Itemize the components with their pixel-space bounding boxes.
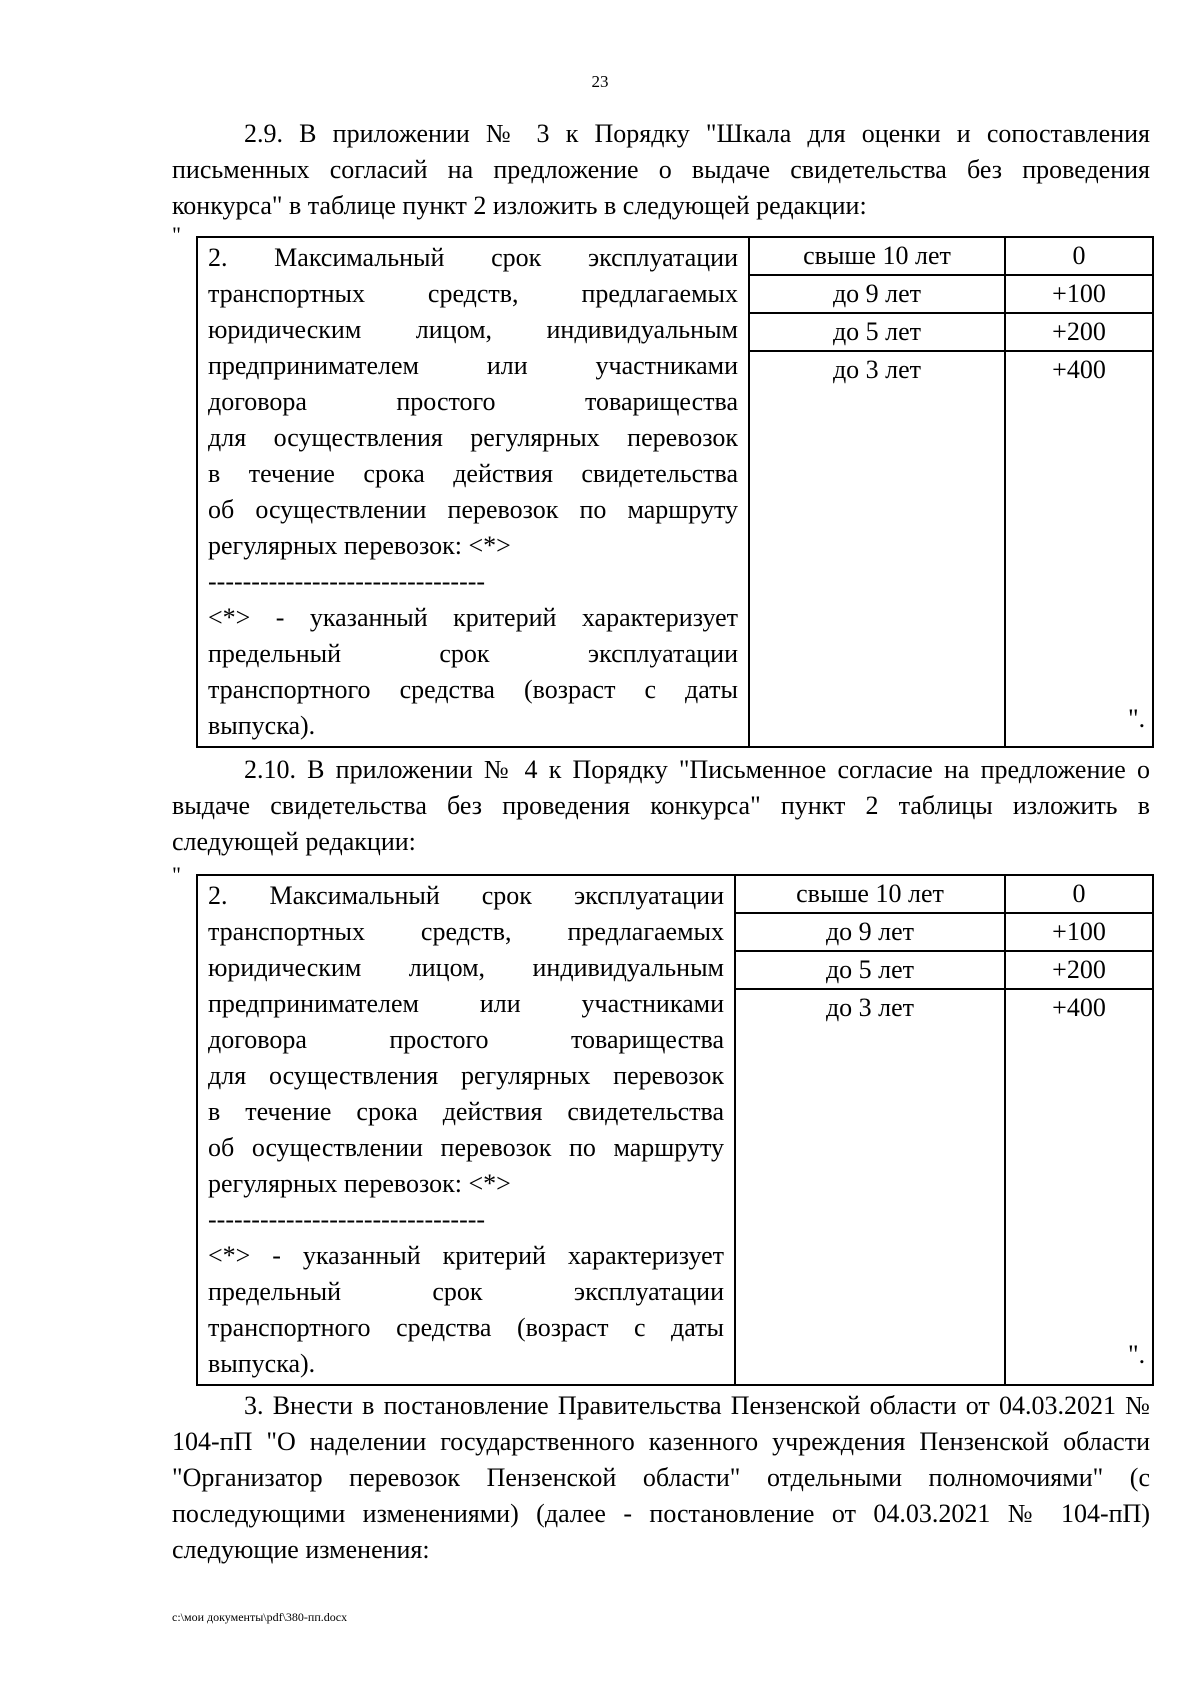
score-value: +200	[1006, 314, 1152, 352]
criterion-line: предпринимателем или участниками	[208, 351, 738, 380]
term-value: свыше 10 лет	[750, 238, 1004, 276]
term-value: до 3 лет	[825, 993, 915, 1022]
criterion-line: регулярных перевозок: <*>	[208, 531, 511, 560]
criterion-line: об осуществлении перевозок по маршруту	[208, 495, 738, 524]
criterion-line: для осуществления регулярных перевозок	[208, 1061, 724, 1090]
criterion-cell	[197, 237, 749, 747]
criterion-line: 2. Максимальный срок эксплуатации	[208, 243, 738, 272]
criterion-table-2	[196, 874, 1154, 1386]
term-value: до 3 лет	[832, 355, 922, 384]
footnote-line: <*> - указанный критерий характеризует	[208, 1241, 724, 1270]
criterion-line: регулярных перевозок: <*>	[208, 1169, 511, 1198]
term-value: до 5 лет	[750, 314, 1004, 352]
criterion-line: для осуществления регулярных перевозок	[208, 423, 738, 452]
term-value: до 9 лет	[750, 276, 1004, 314]
footnote-separator: --------------------------------	[208, 567, 486, 596]
criterion-line: об осуществлении перевозок по маршруту	[208, 1133, 724, 1162]
criterion-line: договора простого товарищества	[208, 387, 738, 416]
criterion-line: в течение срока действия свидетельства	[208, 1097, 724, 1126]
quote-open-1: "	[172, 222, 181, 247]
criterion-line: юридическим лицом, индивидуальным	[208, 953, 724, 982]
quote-open-2: "	[172, 862, 181, 887]
criterion-line: предпринимателем или участниками	[208, 989, 724, 1018]
term-value: до 5 лет	[736, 952, 1004, 990]
term-value: свыше 10 лет	[736, 876, 1004, 914]
file-path-footer: c:\мои документы\pdf\380-пп.docx	[172, 1610, 348, 1624]
score-column	[1005, 237, 1153, 747]
footnote-line: транспортного средства (возраст с даты	[208, 675, 738, 704]
quote-close-1: ".	[1128, 704, 1146, 733]
score-value: +400	[1052, 355, 1106, 384]
paragraph-2-10	[172, 752, 1150, 860]
paragraph-3	[172, 1388, 1150, 1568]
paragraph-3-text: 3. Внести в постановление Правительства Пензенской области от 04.03.2021 № 104-пП "О наделении государственного казенного учреждения Пензенской области "Организатор перевозок Пензенской области" отдельными полномочиями" (с последующими изменениями) (далее - постановление от 04.03.2021 № 104-пП) следующие изменения:	[172, 1391, 1150, 1564]
criterion-table-1	[196, 236, 1154, 748]
score-value: 0	[1006, 238, 1152, 276]
paragraph-2-9-text: 2.9. В приложении № 3 к Порядку "Шкала для оценки и сопоставления письменных согласий на предложение о выдаче свидетельства без проведения конкурса" в таблице пункт 2 изложить в следующей редакции:	[172, 119, 1150, 220]
score-value: +100	[1006, 276, 1152, 314]
score-value: +200	[1006, 952, 1152, 990]
criterion-cell	[197, 875, 735, 1385]
criterion-line: в течение срока действия свидетельства	[208, 459, 738, 488]
footnote-line: транспортного средства (возраст с даты	[208, 1313, 724, 1342]
score-value: +100	[1006, 914, 1152, 952]
criterion-line: 2. Максимальный срок эксплуатации	[208, 881, 724, 910]
term-column	[749, 237, 1005, 747]
quote-close-2: ".	[1128, 1340, 1146, 1369]
score-value: 0	[1006, 876, 1152, 914]
score-column	[1005, 875, 1153, 1385]
footnote-line: предельный срок эксплуатации	[208, 639, 738, 668]
footnote-line: выпуска).	[208, 711, 316, 740]
criterion-line: транспортных средств, предлагаемых	[208, 917, 724, 946]
criterion-line: договора простого товарищества	[208, 1025, 724, 1054]
footnote-line: предельный срок эксплуатации	[208, 1277, 724, 1306]
score-value: +400	[1052, 993, 1106, 1022]
criterion-line: транспортных средств, предлагаемых	[208, 279, 738, 308]
term-column	[735, 875, 1005, 1385]
page-number: 23	[591, 72, 609, 91]
paragraph-2-9	[172, 116, 1150, 224]
criterion-line: юридическим лицом, индивидуальным	[208, 315, 738, 344]
term-value: до 9 лет	[736, 914, 1004, 952]
footnote-line: выпуска).	[208, 1349, 316, 1378]
footnote-separator: --------------------------------	[208, 1205, 486, 1234]
paragraph-2-10-text: 2.10. В приложении № 4 к Порядку "Письменное согласие на предложение о выдаче свидетельства без проведения конкурса" пункт 2 таблицы изложить в следующей редакции:	[172, 755, 1150, 856]
footnote-line: <*> - указанный критерий характеризует	[208, 603, 738, 632]
